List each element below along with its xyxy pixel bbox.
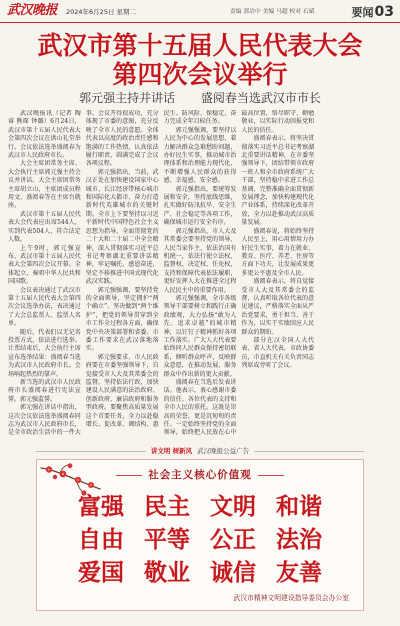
ad-slogan: 讲文明 树新风: [150, 447, 193, 455]
article-headline: [0, 31, 400, 89]
core-values-row: [37, 556, 363, 589]
headline-line-1: 武汉市第十五届人民代表大会: [37, 31, 363, 60]
divider: [254, 451, 364, 452]
article-paragraph: 盛阅春表示，将坚决贯彻落实习近平总书记考察湖北重要讲话精神，在市委坚强领导下，团结带领市政府一班人和全市政府系统广大干部，坚持稳中求进工作总基调，完整准确全面贯彻新发展理念，加快构建现代化产业体系，持续深化改革开放，全力以赴推动武汉高质量发展。: [241, 135, 315, 227]
title-ornament: [258, 475, 284, 476]
ad-sponsor: 武汉市精神文明建设指导委员会办公室: [233, 594, 349, 602]
core-value-word: 敬业: [144, 559, 190, 586]
core-values-row: [37, 490, 363, 523]
newspaper-logo: 武汉晚报: [7, 3, 58, 18]
core-value-word: 和谐: [276, 493, 322, 520]
core-value-word: 爱国: [78, 559, 124, 586]
article-paragraph: 新当选的武汉市人民政府市长盛阅春进行宪法宣誓。郭元强监誓。: [8, 379, 81, 403]
article-body: [8, 110, 392, 444]
article-paragraph: 会议表决通过了武汉市第十五届人民代表大会第四次会议选举办法，表决通过了大会总监票人、监票人名单。: [8, 286, 81, 328]
core-value-word: 友善: [276, 559, 322, 586]
article-paragraph: 盛阅春说，将始终坚持人民至上，用心用情用力办好民生实事，着力在就业、教育、医疗、养老、住房等方面下功夫，让发展成果更多更公平惠及全市人民。: [241, 227, 315, 277]
ad-title: 社会主义核心价值观: [148, 469, 252, 481]
article-paragraph: 大会主席团常务主席、大会执行主席郭元强主持会议并讲话。大会主席团常务主席胡立山，主席团成员程用文、盛阅春等在主席台就座。: [8, 160, 81, 210]
core-value-word: 民主: [144, 493, 190, 520]
subheadline-left: 郭元强主持并讲话: [79, 91, 176, 105]
article-paragraph: 盛阅春表示，将自觉接受市人大及其常委会的监督，认真听取各位代表的意见建议，严格落实全面从严治党要求，勇于担当、善于作为，以实干实绩回应人民群众的期盼。: [241, 278, 315, 336]
core-value-word: 诚信: [210, 559, 256, 586]
article-paragraph: 郭元强强调，全市各级领导干部要树立和践行正确政绩观，大力弘扬“敢为人先、追求卓越”的城市精神，以钉钉子精神抓好各项工作落实。广大人大代表要始终同人民群众保持密切联系，倾听群众呼声，反映群众意愿，在推动发展、服务群众中作出新的更大贡献。: [163, 294, 237, 378]
editor-credits: 责编 郭岩中 美编 马超 校对 石斌: [230, 9, 315, 15]
core-value-word: 法治: [276, 526, 322, 553]
core-value-word: 文明: [210, 493, 256, 520]
article-paragraph: 盛阅春在当选后发表讲话。他表示，衷心感谢市委的信任、各位代表的支持和全市人民的重托。这既是崇高的荣誉，更是沉甸甸的责任。一定始终坚持党的全面领导，始终把人民放在心中最高位置，恪尽职守、勤勉敬业，以实际行动回报党和人民的信任。: [163, 110, 315, 437]
article-paragraph: 随后，代表们以无记名投票方式，依法进行选举。计票结束后，大会执行主席宣布选举结果：盛阅春当选为武汉市人民政府市长。会场响起热烈的掌声。: [8, 328, 81, 378]
core-value-word: 平等: [144, 526, 190, 553]
article-paragraph: 部分在汉全国人大代表、省人大代表，市政协委员，市直机关有关负责同志列席或旁听了会议。: [241, 336, 315, 370]
article-paragraph: 武汉市第十五届人民代表大会代表应出席544人，实到代表504人，符合法定人数。: [8, 210, 81, 244]
page-number: 03: [374, 4, 394, 20]
masthead: [0, 0, 400, 23]
ad-label: 武汉晚报公益广告: [197, 447, 250, 455]
section-name: 要闻: [351, 6, 374, 19]
ad-title-banner: [37, 468, 363, 482]
divider: [36, 451, 146, 452]
article-paragraph: 郭元强指出，当前，武汉正处在加快建设国家中心城市、长江经济带核心城市和国际化大都市，奋力打造新时代英雄城市的关键时期。全市上下要坚持以习近平新时代中国特色社会主义思想为指导，全面贯彻党的二十大和二十届二中全会精神，深入贯彻落实习近平总书记考察湖北重要讲话精神，牢记嘱托、感恩奋进，坚定不移推进中国式现代化武汉实践。: [85, 168, 159, 286]
article-paragraph: 郭元强要求，市人民政府要在市委坚强领导下，自觉接受市人大及其常委会的监督，坚持依法行政，加快建设人民满意的法治政府、创新政府、廉洁政府和服务型政府。要聚焦高质量发展这个首要任务，全力以赴稳增长、促改革、调结构、惠民生、防风险、保稳定，奋力完成全年目标任务。: [85, 110, 237, 429]
core-values-grid: [37, 490, 363, 589]
core-value-word: 富强: [78, 493, 124, 520]
article-paragraph: 武汉晚报讯（记者 陶睿 熊琛 钟璐）6月24日，武汉市第十五届人民代表大会第四次会议在洪山礼堂举行。会议依法选举盛阅春为武汉市人民政府市长。: [8, 110, 81, 160]
core-value-word: 自由: [78, 526, 124, 553]
title-ornament: [116, 475, 142, 476]
ad-header: [36, 447, 364, 456]
article-subheadline: [0, 91, 400, 105]
article-paragraph: 郭元强指出，要统筹发展和安全，坚持底线思维，扎实做好防汛抗旱、安全生产、社会稳定等各项工作，确保城市运行安全有序。: [163, 185, 237, 227]
subheadline-right: 盛阅春当选武汉市市长: [200, 91, 321, 105]
article-paragraph: 郭元强在讲话中指出，这次会议依法选举盛阅春同志为武汉市人民政府市长，是全市政治生活中的一件大事。会议开得很成功，充分体现了市委的意图，充分反映了全市人民的意愿。全体代表以高度的政治责任感和饱满的工作热情，认真依法履行职责，圆满完成了会议各项议程。: [8, 110, 159, 437]
page-section: [352, 2, 394, 21]
issue-date: 2024年6月25日 星期二: [66, 8, 137, 16]
article-paragraph: 郭元强强调，要坚持以人民为中心的发展思想，着力解决群众急难愁盼问题，办好民生实事，推动城市治理体系和治理能力现代化，不断增强人民群众的获得感、幸福感、安全感。: [163, 126, 237, 185]
article-paragraph: 郭元强指出，市人大及其常委会要坚持党的领导、人民当家作主、依法治国有机统一，依法行使立法权、监督权、决定权、任免权，支持和保障代表依法履职，更好发挥人大在推进全过程人民民主中的重要作用。: [163, 227, 237, 294]
headline-line-2: 第四次会议举行: [112, 60, 288, 89]
core-value-word: 公正: [210, 526, 256, 553]
article-paragraph: 上午9时，郭元强宣布，武汉市第十五届人民代表大会第四次会议开幕。全体起立，奏唱中华人民共和国国歌。: [8, 244, 81, 286]
core-values-row: [37, 523, 363, 556]
public-service-ad: [36, 459, 364, 611]
article-paragraph: 郭元强强调，要坚持党的全面领导，坚定拥护“两个确立”、坚决做到“两个维护”，把党的领导贯穿到全市工作全过程各方面，确保党中央决策部署和省委、市委工作要求在武汉落地落实。: [85, 286, 159, 353]
